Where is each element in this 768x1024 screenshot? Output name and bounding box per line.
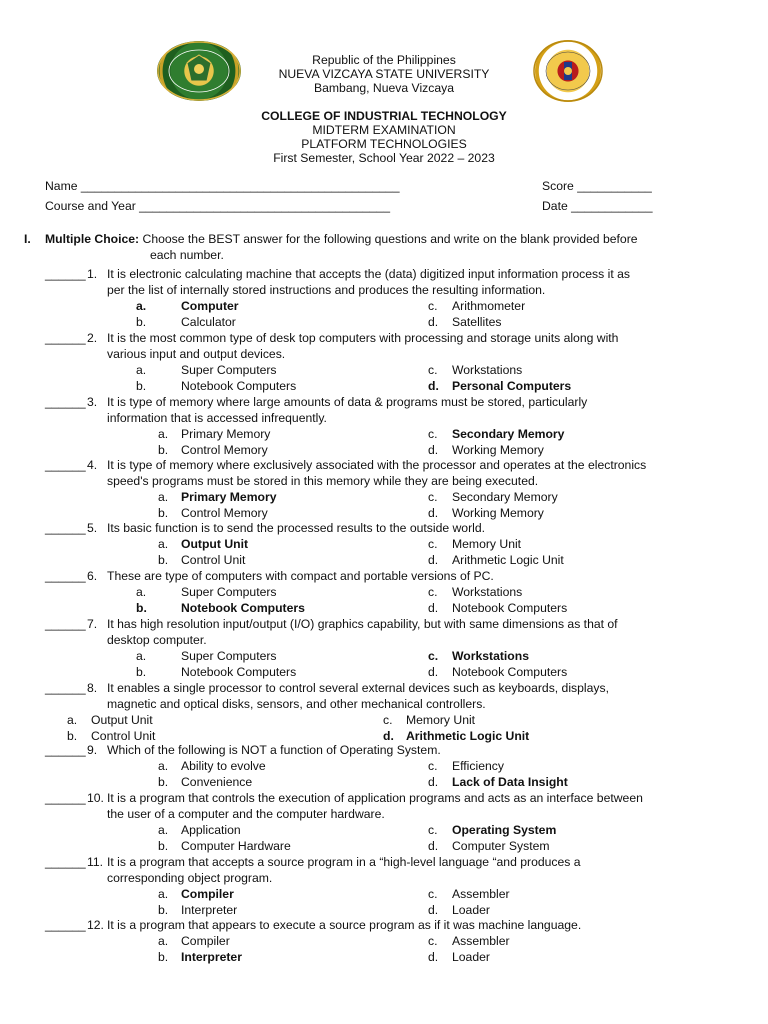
option-letter: a. [136,585,147,599]
option-letter: a. [158,934,169,948]
question-text-cont: corresponding object program. [107,871,273,885]
option-letter: b. [158,839,169,853]
option-answer: Computer System [452,839,550,853]
answer-blank[interactable]: ______ [45,331,86,345]
option-answer: Notebook Computers [181,379,297,393]
option-answer: Workstations [452,585,523,599]
option-answer-correct: Personal Computers [452,379,572,393]
option-letter: a. [158,427,169,441]
option-letter: b. [136,601,147,615]
option-answer: Super Computers [181,363,277,377]
question-text: Its basic function is to send the processed results to the outside world. [107,521,486,535]
question-text-cont: various input and output devices. [107,347,286,361]
header-location: Bambang, Nueva Vizcaya [313,81,454,95]
option-letter: b. [158,506,169,520]
option-letter: b. [158,903,169,917]
question-text: It is electronic calculating machine that accepts the (data) digitized input information process it as [107,267,630,281]
option-letter: c. [428,585,438,599]
option-letter: c. [428,299,438,313]
option-answer: Arithmetic Logic Unit [452,553,564,567]
section-label: Multiple Choice: [45,232,140,246]
option-answer: Secondary Memory [452,490,558,504]
option-answer-correct: Secondary Memory [452,427,565,441]
score-field[interactable]: Score ___________ [542,179,652,193]
option-letter: c. [428,363,438,377]
option-letter: d. [383,729,394,743]
option-letter: d. [428,950,439,964]
option-letter: b. [136,315,147,329]
answer-blank[interactable]: ______ [45,743,86,757]
option-answer: Loader [452,903,490,917]
question-text: It is type of memory where large amounts of data & programs must be stored, particularly [107,395,588,409]
option-letter: b. [67,729,78,743]
option-answer-correct: Operating System [452,823,557,837]
option-answer: Computer Hardware [181,839,291,853]
question-text: Which of the following is NOT a function of Operating System. [107,743,441,757]
option-answer: Memory Unit [406,713,476,727]
option-letter: b. [158,950,169,964]
option-letter: c. [428,649,439,663]
option-answer-correct: Notebook Computers [181,601,305,615]
option-answer: Memory Unit [452,537,522,551]
question-number: 10. [87,791,104,805]
option-letter: d. [428,775,439,789]
question-number: 11. [87,855,104,869]
answer-blank[interactable]: ______ [45,569,86,583]
option-answer: Control Unit [91,729,156,743]
option-answer-correct: Primary Memory [181,490,277,504]
question-number: 9. [87,743,98,757]
option-letter: a. [136,649,147,663]
answer-blank[interactable]: ______ [45,395,86,409]
question-number: 1. [87,267,98,281]
option-letter: d. [428,315,439,329]
question-number: 4. [87,458,98,472]
question-number: 8. [87,681,98,695]
option-letter: d. [428,903,439,917]
question-number: 12. [87,918,104,932]
option-letter: c. [428,934,438,948]
option-answer: Primary Memory [181,427,271,441]
question-number: 3. [87,395,98,409]
question-text: It is type of memory where exclusively associated with the processor and operates at the electronics [107,458,647,472]
answer-blank[interactable]: ______ [45,267,86,281]
option-answer: Control Memory [181,506,268,520]
option-letter: a. [67,713,78,727]
instructions-text-cont: each number. [150,248,224,262]
option-letter: b. [136,379,147,393]
instructions-text: Choose the BEST answer for the following questions and write on the blank provided before [139,232,638,246]
name-field[interactable]: Name _______________________________________________ [45,179,400,193]
option-answer: Assembler [452,887,510,901]
option-letter: a. [136,299,147,313]
question-text: These are type of computers with compact and portable versions of PC. [107,569,494,583]
option-letter: c. [428,887,438,901]
option-letter: b. [158,443,169,457]
option-answer: Efficiency [452,759,504,773]
option-answer: Output Unit [91,713,153,727]
option-answer-correct: Lack of Data Insight [452,775,568,789]
answer-blank[interactable]: ______ [45,918,86,932]
option-letter: b. [136,665,147,679]
question-text: It is a program that accepts a source program in a “high-level language “and produces a [107,855,581,869]
question-number: 2. [87,331,98,345]
option-answer: Interpreter [181,903,238,917]
option-answer-correct: Interpreter [181,950,242,964]
option-letter: a. [158,490,169,504]
date-field[interactable]: Date ____________ [542,199,653,213]
option-answer: Compiler [181,934,230,948]
question-text-cont: information that is accessed infrequently. [107,411,327,425]
option-letter: b. [158,553,169,567]
option-letter: d. [428,443,439,457]
option-letter: c. [428,427,438,441]
question-text: It is a program that appears to execute a source program as if it was machine language. [107,918,582,932]
question-text-cont: magnetic and optical disks, sensors, and other mechanical controllers. [107,697,486,711]
section-number: I. [24,232,31,246]
question-text-cont: desktop computer. [107,633,207,647]
option-letter: c. [428,490,438,504]
option-answer: Working Memory [452,506,544,520]
question-text: It is the most common type of desk top computers with processing and storage units along with [107,331,619,345]
question-text-cont: speed's programs must be stored in this memory while they are being executed. [107,474,539,488]
option-answer: Notebook Computers [181,665,297,679]
question-number: 5. [87,521,98,535]
option-letter: d. [428,379,439,393]
header-subject: PLATFORM TECHNOLOGIES [301,137,467,151]
question-text: It has high resolution input/output (I/O) graphics capability, but with same dimensions as that of [107,617,618,631]
question-text-cont: the user of a computer and the computer hardware. [107,807,385,821]
header-college: COLLEGE OF INDUSTRIAL TECHNOLOGY [261,109,507,123]
option-letter: d. [428,553,439,567]
option-answer-correct: Compiler [181,887,234,901]
option-answer: Control Memory [181,443,268,457]
question-text: It is a program that controls the execution of application programs and acts as an interface between [107,791,643,805]
option-answer: Application [181,823,241,837]
answer-blank[interactable]: ______ [45,617,86,631]
option-letter: d. [428,506,439,520]
answer-blank[interactable]: ______ [45,791,86,805]
option-letter: c. [428,823,438,837]
option-letter: a. [158,887,169,901]
header-semester: First Semester, School Year 2022 – 2023 [273,151,495,165]
option-answer: Arithmometer [452,299,526,313]
option-letter: b. [158,775,169,789]
option-letter: c. [383,713,393,727]
option-letter: a. [158,759,169,773]
option-letter: a. [158,537,169,551]
option-answer: Workstations [452,363,523,377]
question-number: 6. [87,569,98,583]
option-answer: Super Computers [181,585,277,599]
option-letter: d. [428,601,439,615]
option-answer-correct: Computer [181,299,239,313]
option-answer: Ability to evolve [181,759,266,773]
question-text: It enables a single processor to control several external devices such as keyboards, displays, [107,681,609,695]
option-answer: Calculator [181,315,236,329]
question-text-cont: per the list of internally stored instructions and produces the resulting information. [107,283,546,297]
header-university: NUEVA VIZCAYA STATE UNIVERSITY [278,67,490,81]
option-answer: Super Computers [181,649,277,663]
option-answer: Satellites [452,315,502,329]
option-answer: Control Unit [181,553,246,567]
answer-blank[interactable]: ______ [45,855,86,869]
instructions [24,231,724,263]
option-letter: a. [136,363,147,377]
answer-blank[interactable]: ______ [45,521,86,535]
option-answer-correct: Arithmetic Logic Unit [406,729,530,743]
answer-blank[interactable]: ______ [45,458,86,472]
option-letter: d. [428,839,439,853]
option-answer: Notebook Computers [452,665,568,679]
question-number: 7. [87,617,98,631]
option-letter: c. [428,759,438,773]
option-letter: a. [158,823,169,837]
option-answer: Assembler [452,934,510,948]
header-exam: MIDTERM EXAMINATION [312,123,456,137]
option-letter: d. [428,665,439,679]
course-year-field[interactable]: Course and Year _____________________________________ [45,199,390,213]
option-answer: Working Memory [452,443,544,457]
option-letter: c. [428,537,438,551]
option-answer: Notebook Computers [452,601,568,615]
answer-blank[interactable]: ______ [45,681,86,695]
option-answer-correct: Output Unit [181,537,249,551]
option-answer: Loader [452,950,490,964]
option-answer: Convenience [181,775,253,789]
header-republic: Republic of the Philippines [312,53,456,67]
option-answer-correct: Workstations [452,649,529,663]
